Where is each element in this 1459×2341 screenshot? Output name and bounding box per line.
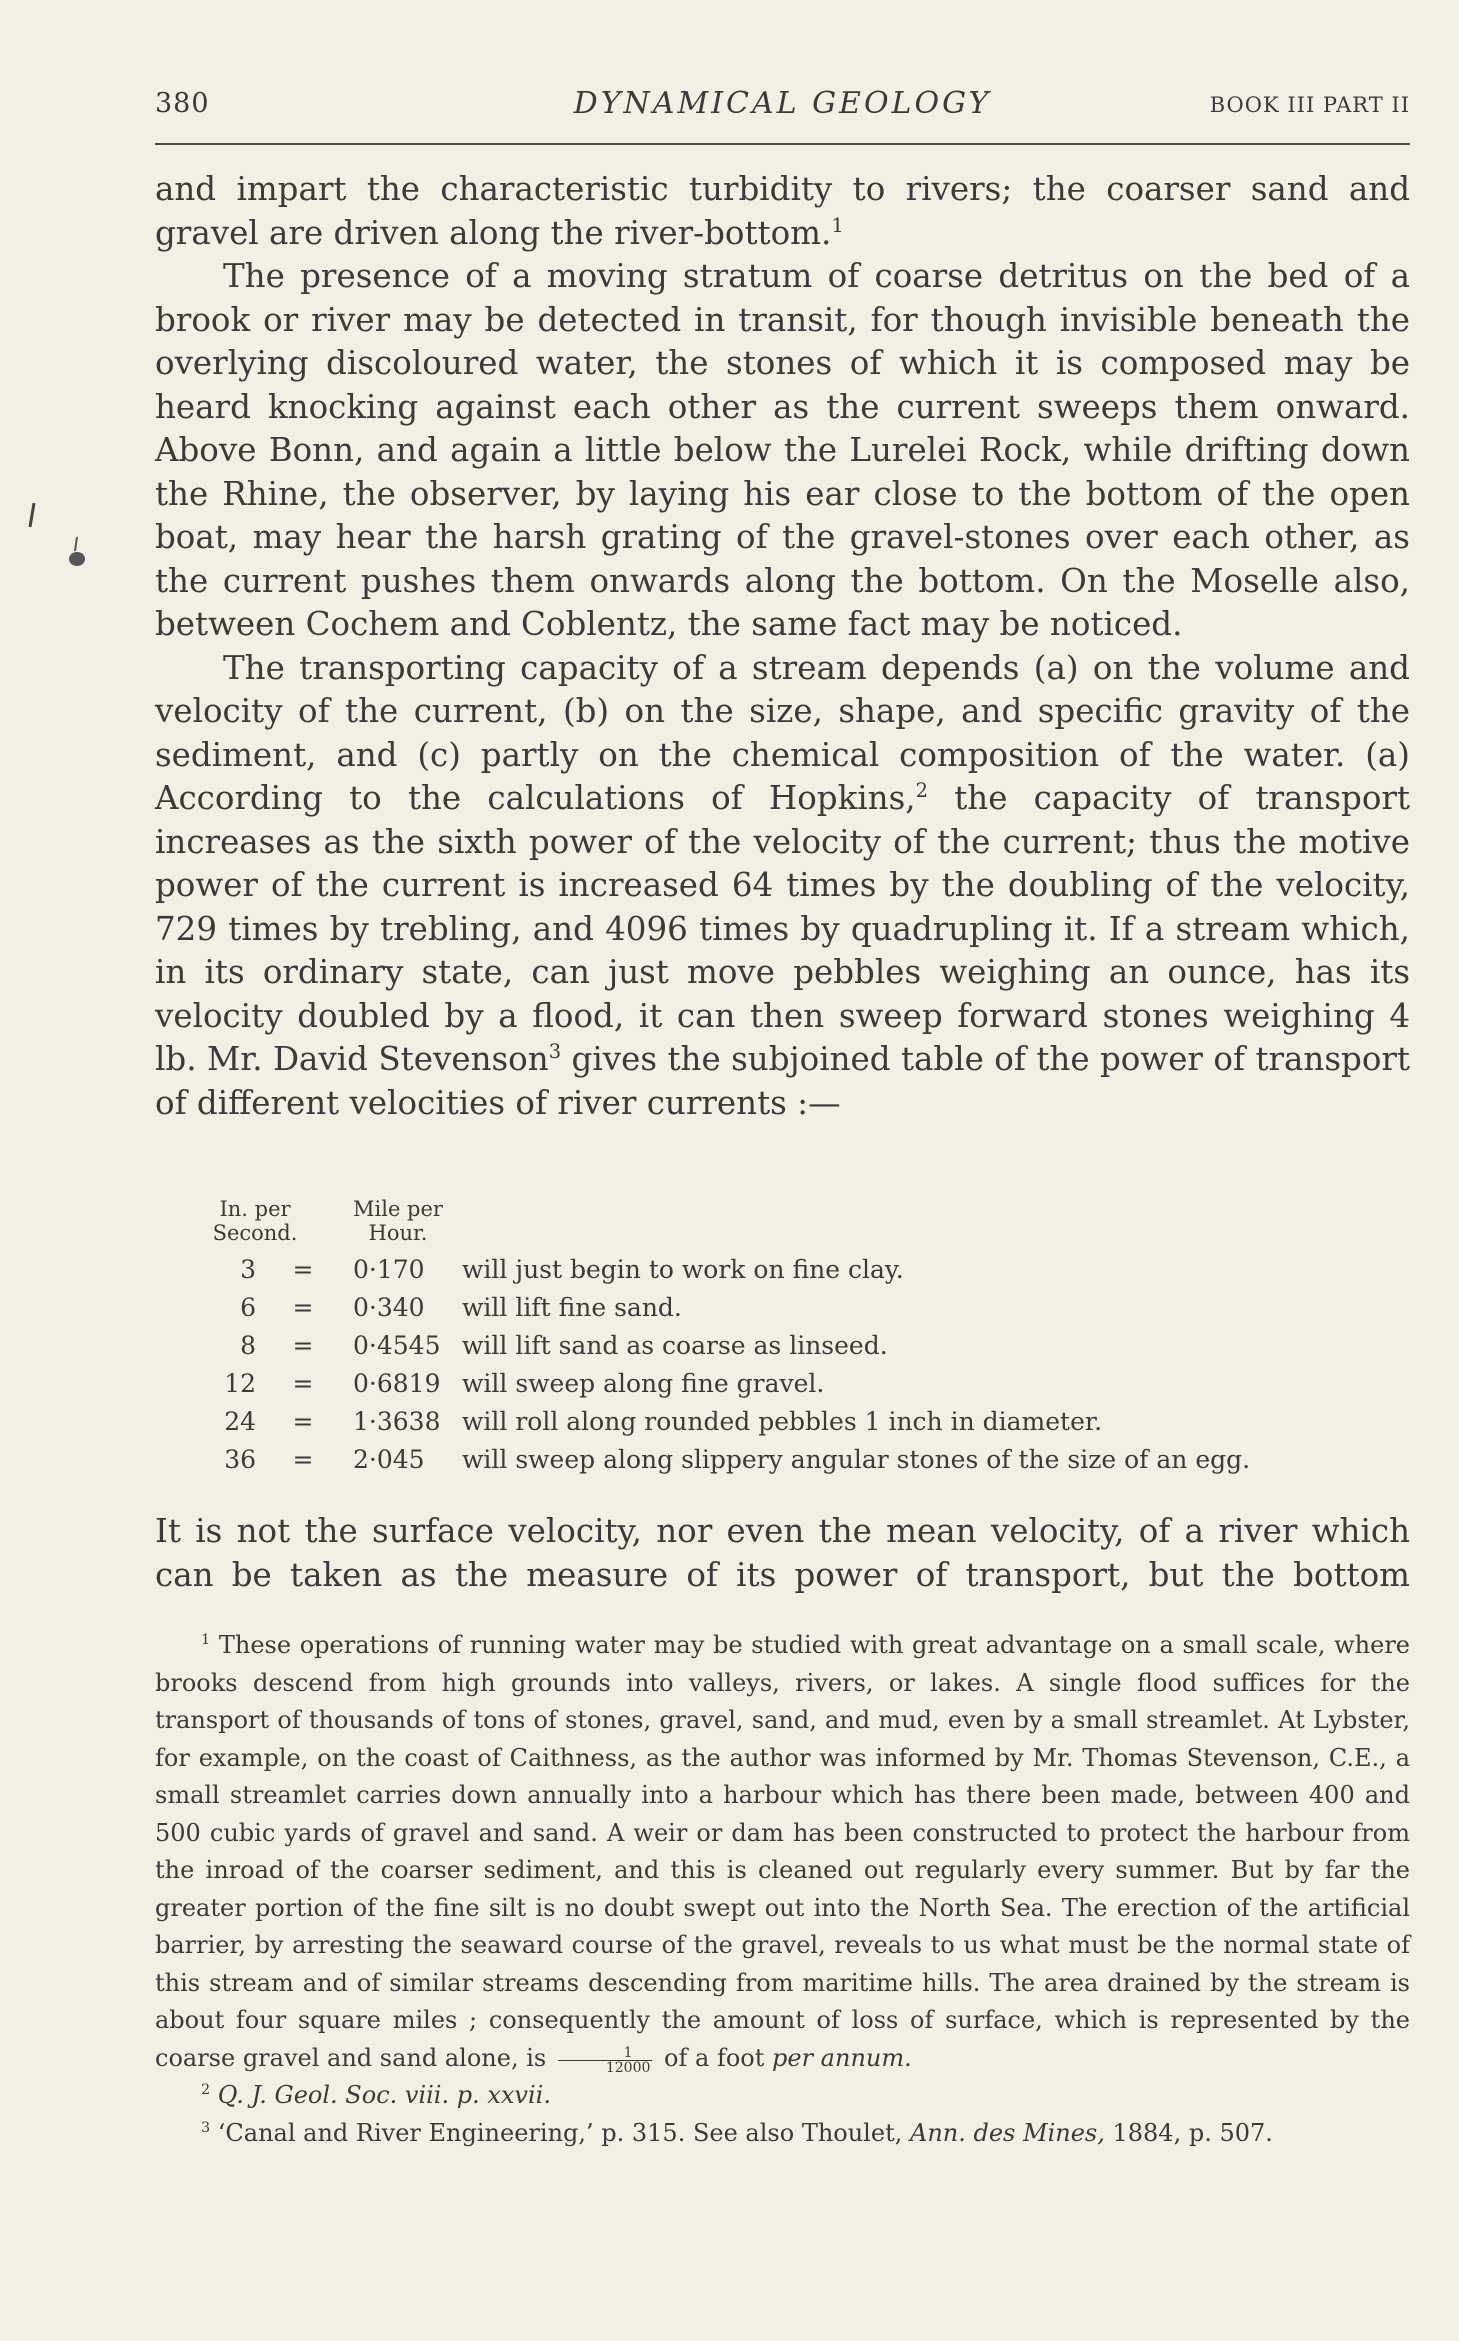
footnote-3: $^3$ ‘Canal and River Engineering,’ p. 315. See also Thoulet, Ann. des Mines, 1884, p. 507.: [201, 2118, 1273, 2147]
footnote-1: $^1$ These operations of running water may be studied with great advantage on a small scale, where brooks descend from high grounds into valleys, rivers, or lakes. A single flood suffices for the transport of thousands of tons of stones, gravel, sand, and mud, even by a small streamlet. At Lybster, for example, on the coast of Caithness, as the author was informed by Mr. Thomas Stevenson, C.E., a small streamlet carries down annually into a harbour which has there been made, between 400 and 500 cubic yards of gravel and sand. A weir or dam has been constructed to protect the harbour from the inroad of the coarser sediment, and this is cleaned out regularly every summer. But by far the greater portion of the fine silt is no doubt swept out into the North Sea. The erection of the artificial barrier, by arresting the seaward course of the gravel, reveals to us what must be the normal state of this stream and of similar streams descending from maritime hills. The area drained by the stream is about four square miles ; consequently the amount of loss of surface, which is represented by the coarse gravel and sand alone, is $\frac{1}{12000}$ of a foot per annum.: [155, 1631, 1411, 2076]
table-row: 12 = 0·6819 will sweep along fine gravel.: [224, 1369, 825, 1398]
margin-ink-blot-icon: [65, 535, 89, 569]
column-header-inches: In. per Second.: [212, 1197, 298, 1245]
table-row: 8 = 0·4545 will lift sand as coarse as linseed.: [240, 1331, 888, 1360]
paragraph-4: It is not the surface velocity, nor even the mean velocity, of a river which can be taken as the measure of its power of transport, but the bottom: [155, 1512, 1410, 1594]
footnote-mark: 2: [201, 2082, 211, 2098]
velocity-table: [200, 1197, 1400, 1479]
paragraph-3: The transporting capacity of a stream depends (a) on the volume and velocity of the current, (b) on the size, shape, and specific gravity of the sediment, and (c) partly on the chemical composition of the water. (a) According to the calculations of Hopkins,$^2$ the capacity of transport increases as the sixth power of the velocity of the current; thus the motive power of the current is increased 64 times by the doubling of the velocity, 729 times by trebling, and 4096 times by quadrupling it. If a stream which, in its ordinary state, can just move pebbles weighing an ounce, has its velocity doubled by a flood, it can then sweep forward stones weighing 4 lb. Mr. David Stevenson$^3$ gives the subjoined table of the power of transport of different velocities of river currents :—: [155, 648, 1410, 1122]
footnote-ref[interactable]: 2: [915, 779, 929, 803]
margin-mark-icon: [28, 503, 38, 527]
fraction: $\frac{1}{12000}$: [558, 2046, 653, 2075]
main-text: [155, 168, 1410, 1125]
page-number: 380: [155, 88, 210, 119]
continuation-text: [155, 1510, 1410, 1597]
table-header: [200, 1197, 1400, 1251]
footnote-ref[interactable]: 1: [831, 213, 844, 237]
header-rule: [155, 143, 1410, 145]
footnote-ref[interactable]: 3: [548, 1040, 562, 1064]
table-row: 6 = 0·340 will lift fine sand.: [240, 1293, 682, 1322]
footnote-2: $^2$ Q. J. Geol. Soc. viii. p. xxvii.: [201, 2081, 551, 2109]
table-row: 36 = 2·045 will sweep along slippery angular stones of the size of an egg.: [224, 1445, 1251, 1474]
book-part-label: BOOK III PART II: [1209, 93, 1410, 117]
footnotes: [155, 1627, 1410, 2152]
footnote-mark: 1: [201, 1632, 211, 1648]
paragraph-1: and impart the characteristic turbidity to rivers; the coarser sand and gravel are driven along the river-bottom.$^1$: [155, 170, 1410, 252]
column-header-mph: Mile per Hour.: [353, 1197, 443, 1245]
table-row: 3 = 0·170 will just begin to work on fine clay.: [240, 1255, 904, 1284]
paragraph-2: The presence of a moving stratum of coarse detritus on the bed of a brook or river may be detected in transit, for though invisible beneath the overlying discoloured water, the stones of which it is composed may be heard knocking against each other as the current sweeps them onward. Above Bonn, and again a little below the Lurelei Rock, while drifting down the Rhine, the observer, by laying his ear close to the bottom of the open boat, may hear the harsh grating of the gravel-stones over each other, as the current pushes them onwards along the bottom. On the Moselle also, between Cochem and Coblentz, the same fact may be noticed.: [155, 257, 1410, 643]
running-head: [155, 82, 1410, 132]
table-row: 24 = 1·3638 will roll along rounded pebbles 1 inch in diameter.: [224, 1407, 1103, 1436]
page-title: DYNAMICAL GEOLOGY: [573, 86, 992, 121]
footnote-mark: 3: [201, 2119, 211, 2136]
